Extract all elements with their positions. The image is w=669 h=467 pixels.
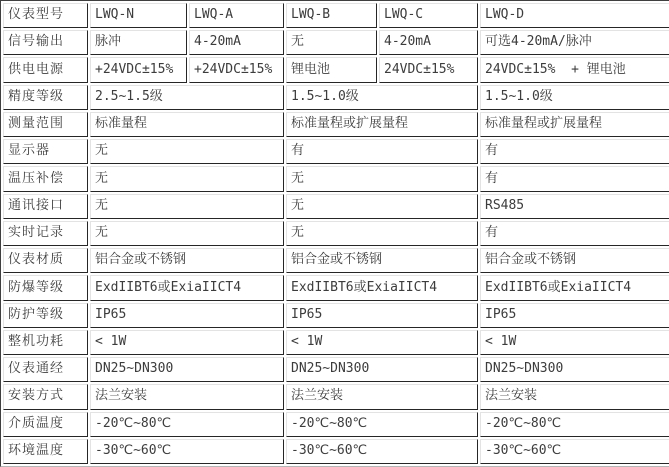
row-label: 安装方式 (3, 384, 88, 409)
spec-cell: IP65 (90, 303, 284, 328)
spec-cell: 铝合金或不锈钢 (286, 248, 478, 273)
spec-cell: RS485 (480, 194, 669, 219)
spec-cell: 法兰安装 (286, 384, 478, 409)
spec-cell: 有 (286, 139, 478, 164)
row-label: 防爆等级 (3, 275, 88, 300)
row-label: 仪表型号 (3, 3, 88, 28)
spec-cell: -30℃~60℃ (480, 439, 669, 464)
spec-cell: < 1W (480, 330, 669, 355)
table-row (3, 330, 669, 355)
table-row (3, 112, 669, 137)
table-row (3, 85, 669, 110)
spec-cell: LWQ-C (379, 3, 478, 28)
spec-cell: -30℃~60℃ (90, 439, 284, 464)
spec-cell: 锂电池 (286, 57, 377, 82)
table-row (3, 166, 669, 191)
spec-cell: ExdIIBT6或ExiaIICT4 (90, 275, 284, 300)
table-row (3, 139, 669, 164)
row-label: 仪表材质 (3, 248, 88, 273)
spec-cell: LWQ-A (189, 3, 284, 28)
table-row (3, 221, 669, 246)
row-label: 信号输出 (3, 30, 88, 55)
spec-cell: 无 (286, 30, 377, 55)
spec-cell: 无 (286, 221, 478, 246)
row-label: 通讯接口 (3, 194, 88, 219)
spec-cell: 1.5~1.0级 (480, 85, 669, 110)
spec-cell: LWQ-B (286, 3, 377, 28)
row-label: 精度等级 (3, 85, 88, 110)
spec-cell: DN25~DN300 (286, 357, 478, 382)
spec-cell: 无 (286, 166, 478, 191)
spec-cell: 24VDC±15% (379, 57, 478, 82)
row-label: 介质温度 (3, 412, 88, 437)
spec-cell: 无 (90, 139, 284, 164)
row-label: 仪表通经 (3, 357, 88, 382)
spec-cell: 脉冲 (90, 30, 187, 55)
spec-cell: 有 (480, 139, 669, 164)
table-row (3, 303, 669, 328)
table-row (3, 3, 669, 28)
spec-cell: 标准量程 (90, 112, 284, 137)
row-label: 整机功耗 (3, 330, 88, 355)
spec-cell: +24VDC±15% (90, 57, 187, 82)
spec-cell: -20℃~80℃ (480, 412, 669, 437)
spec-cell: 可选4-20mA/脉冲 (480, 30, 669, 55)
table-row (3, 357, 669, 382)
table-row (3, 412, 669, 437)
spec-cell: 1.5~1.0级 (286, 85, 478, 110)
spec-cell: DN25~DN300 (480, 357, 669, 382)
spec-cell: 无 (90, 194, 284, 219)
row-label: 显示器 (3, 139, 88, 164)
spec-cell: -20℃~80℃ (286, 412, 478, 437)
spec-cell: < 1W (286, 330, 478, 355)
table-row (3, 30, 669, 55)
table-row (3, 384, 669, 409)
spec-cell: 标准量程或扩展量程 (480, 112, 669, 137)
spec-cell: 有 (480, 166, 669, 191)
spec-cell: LWQ-D (480, 3, 669, 28)
spec-cell: 铝合金或不锈钢 (480, 248, 669, 273)
spec-cell: 24VDC±15% + 锂电池 (480, 57, 669, 82)
spec-cell: 无 (286, 194, 478, 219)
spec-cell: IP65 (480, 303, 669, 328)
spec-cell: IP65 (286, 303, 478, 328)
table-row (3, 57, 669, 82)
spec-cell: -30℃~60℃ (286, 439, 478, 464)
spec-cell: 无 (90, 221, 284, 246)
spec-cell: 有 (480, 221, 669, 246)
spec-cell: 标准量程或扩展量程 (286, 112, 478, 137)
spec-cell: 无 (90, 166, 284, 191)
row-label: 环境温度 (3, 439, 88, 464)
row-label: 供电电源 (3, 57, 88, 82)
spec-cell: < 1W (90, 330, 284, 355)
table-row (3, 439, 669, 464)
row-label: 温压补偿 (3, 166, 88, 191)
spec-cell: ExdIIBT6或ExiaIICT4 (286, 275, 478, 300)
spec-table-body (3, 3, 669, 464)
row-label: 防护等级 (3, 303, 88, 328)
spec-cell: +24VDC±15% (189, 57, 284, 82)
table-row (3, 275, 669, 300)
spec-cell: 法兰安装 (90, 384, 284, 409)
spec-cell: -20℃~80℃ (90, 412, 284, 437)
spec-cell: 4-20mA (379, 30, 478, 55)
spec-cell: 4-20mA (189, 30, 284, 55)
table-row (3, 248, 669, 273)
table-row (3, 194, 669, 219)
spec-cell: DN25~DN300 (90, 357, 284, 382)
row-label: 测量范围 (3, 112, 88, 137)
spec-cell: ExdIIBT6或ExiaIICT4 (480, 275, 669, 300)
row-label: 实时记录 (3, 221, 88, 246)
spec-cell: LWQ-N (90, 3, 187, 28)
spec-cell: 2.5~1.5级 (90, 85, 284, 110)
spec-cell: 法兰安装 (480, 384, 669, 409)
spec-cell: 铝合金或不锈钢 (90, 248, 284, 273)
